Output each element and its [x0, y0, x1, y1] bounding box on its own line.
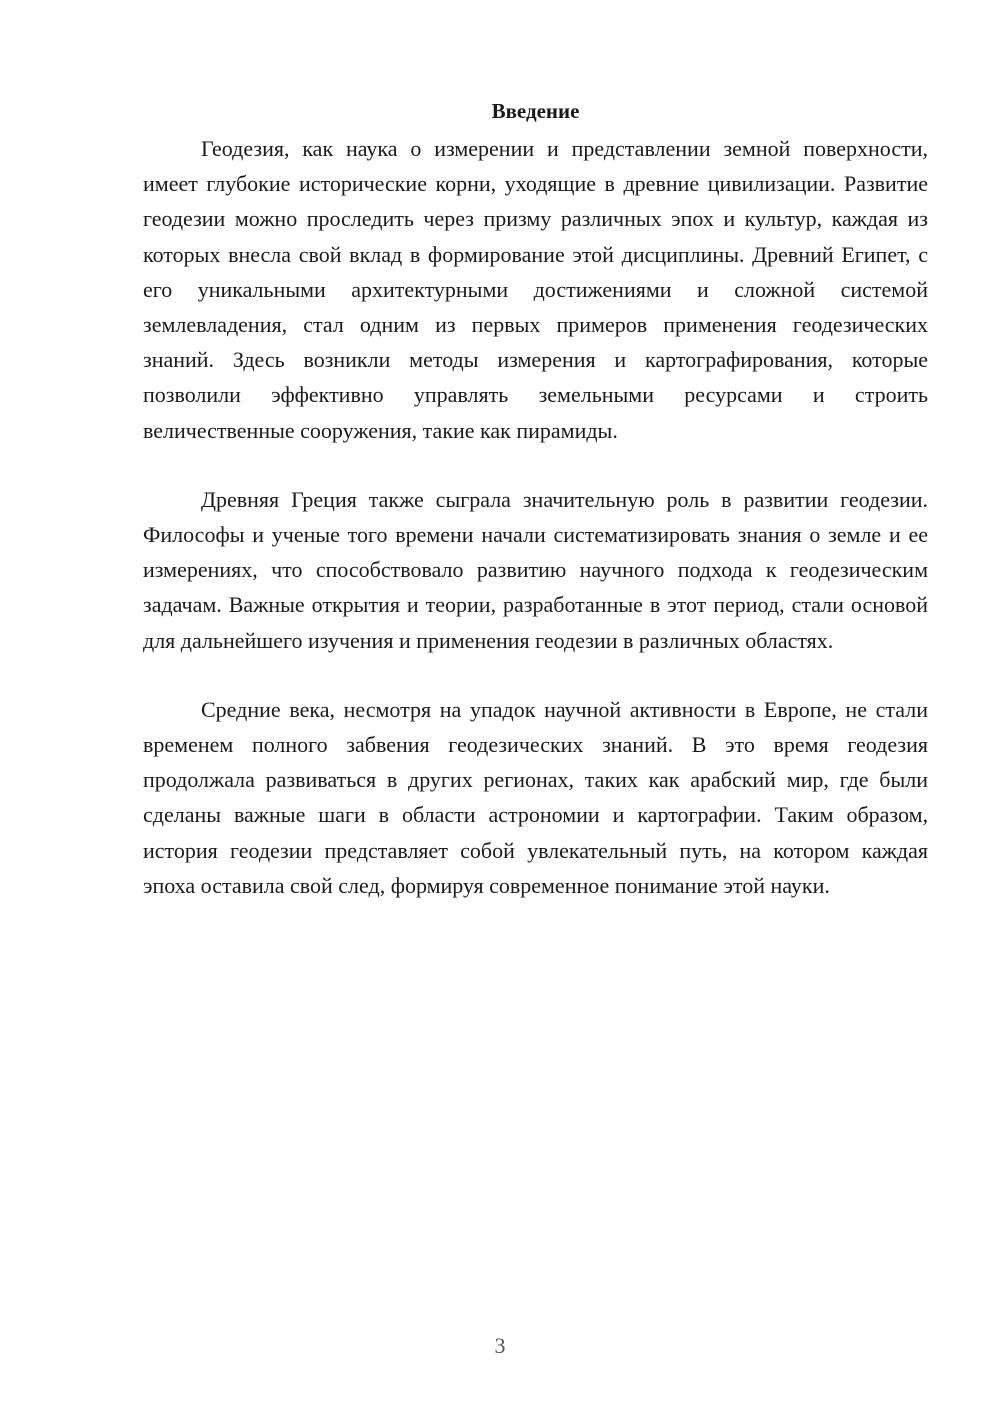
- section-heading: Введение: [491, 99, 580, 123]
- paragraph-1: Геодезия, как наука о измерении и представлении земной поверхности, имеет глубокие исторические корни, уходящие в древние цивилизации. Развитие геодезии можно проследить через призму различных эпох и культур, каждая из которых внесла свой вклад в формирование этой дисциплины. Древний Египет, с его уникальными архитектурными достижениями и сложной системой землевладения, стал одним из первых примеров применения геодезических знаний. Здесь возникли методы измерения и картографирования, которые позволили эффективно управлять земельными ресурсами и строить величественные сооружения, такие как пирамиды.: [143, 136, 928, 443]
- page-number: 3: [494, 1333, 506, 1358]
- paragraph-3: Средние века, несмотря на упадок научной активности в Европе, не стали временем полного забвения геодезических знаний. В это время геодезия продолжала развиваться в других регионах, таких как арабский мир, где были сделаны важные шаги в области астрономии и картографии. Таким образом, история геодезии представляет собой увлекательный путь, на котором каждая эпоха оставила свой след, формируя современное понимание этой науки.: [143, 696, 928, 898]
- page-content: [143, 96, 928, 937]
- paragraph-2: Древняя Греция также сыграла значительную роль в развитии геодезии. Философы и ученые того времени начали систематизировать знания о земле и ее измерениях, что способствовало развитию научного подхода к геодезическим задачам. Важные открытия и теории, разработанные в этот период, стали основой для дальнейшего изучения и применения геодезии в различных областях.: [143, 486, 928, 653]
